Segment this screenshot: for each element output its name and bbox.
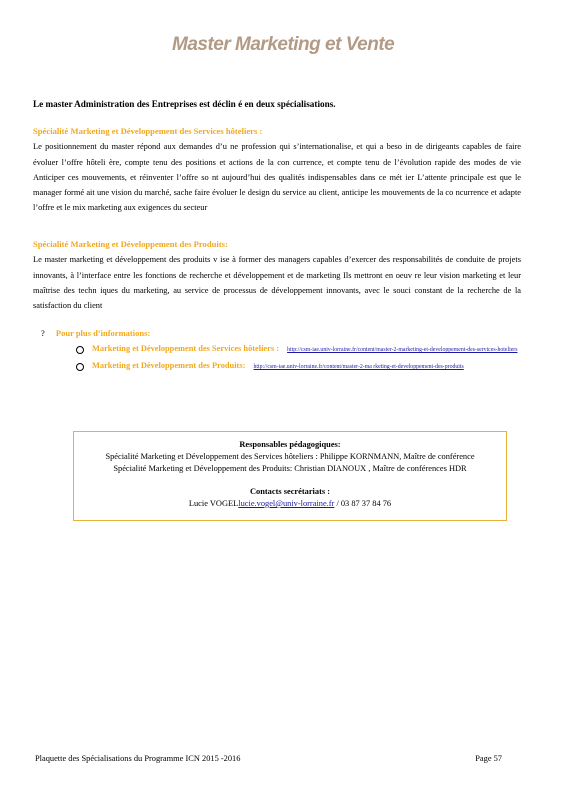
footer-title: Plaquette des Spécialisations du Programme ICN 2015 -2016 [35, 754, 241, 763]
links-list [76, 343, 536, 377]
link-title: Marketing et Développement des Produits: [92, 361, 246, 370]
secretariat-heading: Contacts secrétariats : [250, 487, 330, 496]
circle-bullet-icon [76, 363, 84, 371]
more-info-heading [41, 328, 150, 338]
secretariat-line [74, 498, 506, 510]
section-services-hoteliers [33, 124, 521, 216]
section-body: Le master marketing et développement des produits v ise à former des managers capables d’exercer des responsabilités de conduite de projets innovants, à l’interface entre les fonctions de recherche et développement et de marketing Ils mettront en oeuv re leur vision marketing et leur maîtrise des techn iques du marketing, au service de processus de développement innovants, avec le souci constant de la recherche de la satisfaction du client [33, 255, 521, 311]
responsable-produits: Spécialité Marketing et Développement des Produits: Christian DIANOUX , Maître de conférences HDR [113, 464, 467, 473]
contacts-box [73, 431, 507, 521]
secretariat-name: Lucie VOGEL [188, 499, 239, 508]
responsable-services: Spécialité Marketing et Développement des Services hôteliers : Philippe KORNMANN, Maître de conférence [105, 452, 475, 461]
list-item [76, 343, 536, 356]
produits-link[interactable]: http://csm-iae.univ-lorraine.fr/content/master-2-ma rketing-et-developpement-des-produits [253, 364, 464, 370]
section-body: Le positionnement du master répond aux demandes d’u ne profession qui s’internationalise, et qui a beso in de dirigeants capables de faire évoluer l’offre hôteli ère, compte tenu des positions et actions de la con currence, et compte tenu de l’évolution rapide des modes de vie Anticiper ces mouvements, et réinventer l’offre so nt aujourd’hui des qualités indispensables dans ce mét ier L’attente principale est que le manager formé ait une vision du marché, sache faire évoluer le design du service au client, anticipe les mouvements de la co ncurrence et adapte l’offre et le mix marketing aux exigences du secteur [33, 142, 521, 213]
section-heading: Spécialité Marketing et Développement des Produits: [33, 239, 228, 249]
link-title: Marketing et Développement des Services hôteliers : [92, 344, 279, 353]
email-link[interactable]: lucie.vogel@univ-lorraine.fr [238, 499, 335, 508]
more-info-label: Pour plus d’informations: [55, 328, 151, 338]
question-marker: ? [41, 328, 45, 338]
services-link[interactable]: http://csm-iae.univ-lorraine.fr/content/master-2-marketing-et-developpement-des-services-hoteliers [287, 347, 518, 353]
phone-number: / 03 87 37 84 76 [334, 499, 392, 508]
circle-bullet-icon [76, 346, 84, 354]
list-item [76, 360, 536, 373]
section-heading: Spécialité Marketing et Développement des Services hôteliers : [33, 126, 263, 136]
page-title: Master Marketing et Vente [172, 34, 395, 55]
page-footer [35, 754, 502, 763]
page-number: Page 57 [475, 754, 502, 763]
section-produits [33, 237, 521, 313]
intro-paragraph: Le master Administration des Entreprises est déclin é en deux spécialisations. [33, 99, 336, 109]
responsables-heading: Responsables pédagogiques: [239, 440, 341, 449]
